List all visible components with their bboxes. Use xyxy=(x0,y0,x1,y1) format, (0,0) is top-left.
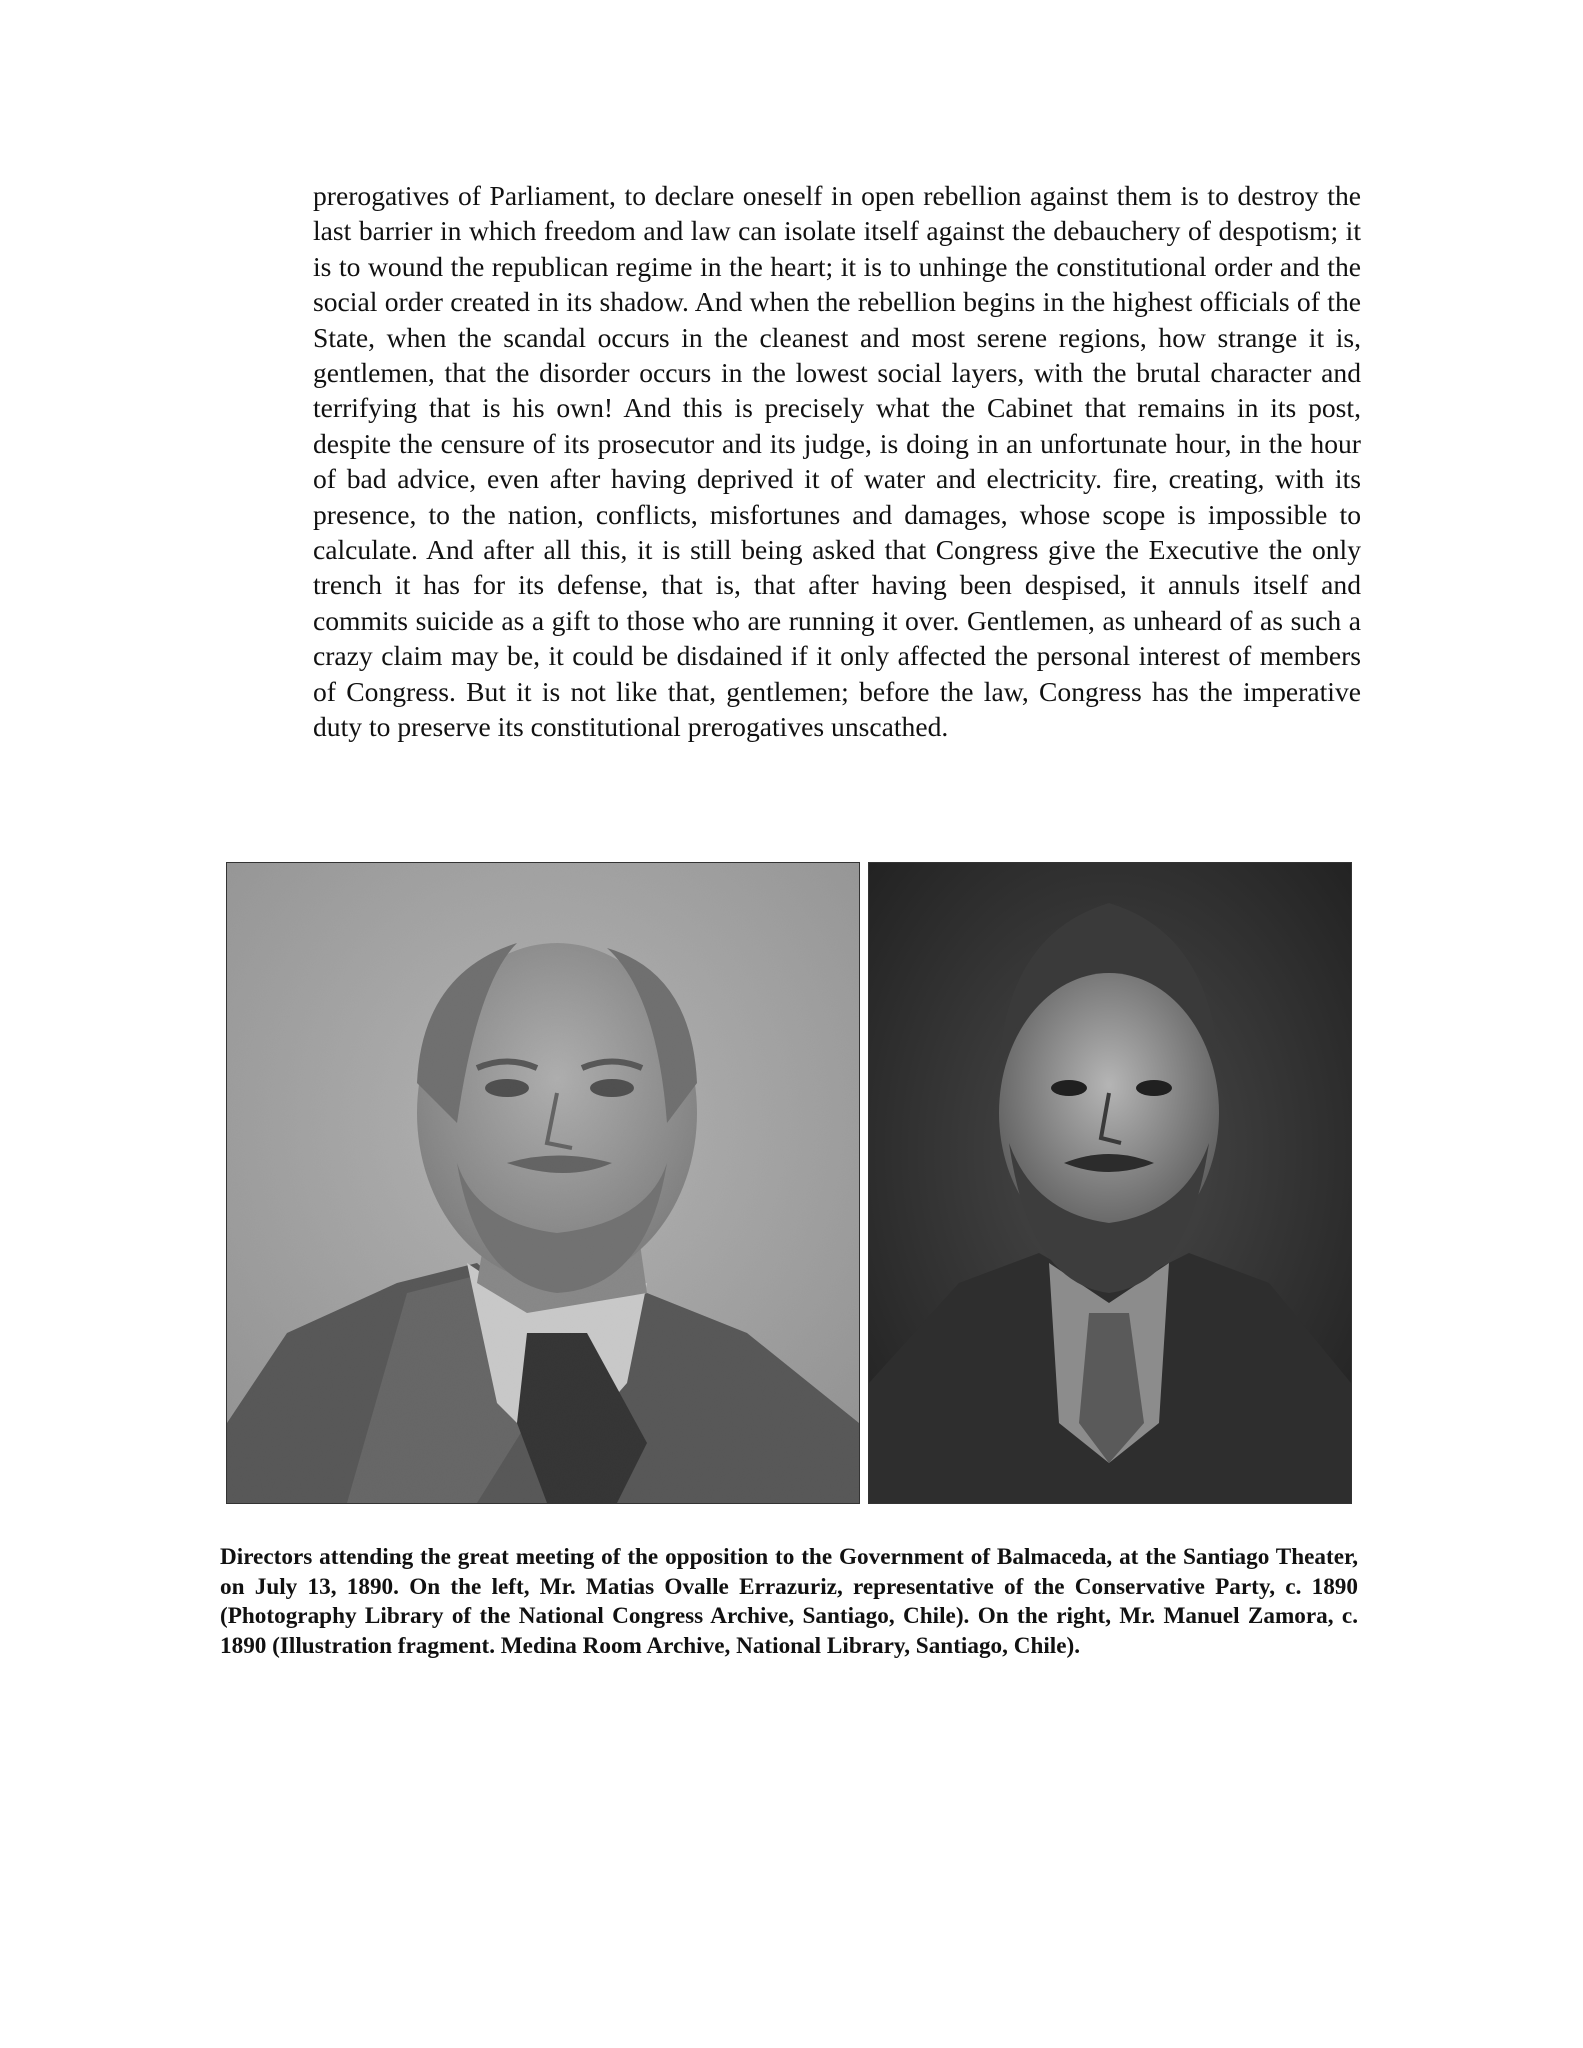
body-paragraph: prerogatives of Parliament, to declare oneself in open rebellion against them is to destroy the last barrier in which freedom and law can isolate itself against the debauchery of despotism; it is to wound the republican regime in the heart; it is to unhinge the constitutional order and the social order created in its shadow. And when the rebellion begins in the highest officials of the State, when the scandal occurs in the cleanest and most serene regions, how strange it is, gentlemen, that the disorder occurs in the lowest social layers, with the brutal character and terrifying that is his own! And this is precisely what the Cabinet that remains in its post, despite the censure of its prosecutor and its judge, is doing in an unfortunate hour, in the hour of bad advice, even after having deprived it of water and electricity. fire, creating, with its presence, to the nation, conflicts, misfortunes and damages, whose scope is impossible to calculate. And after all this, it is still being asked that Congress give the Executive the only trench it has for its defense, that is, that after having been despised, it annuls itself and commits suicide as a gift to those who are running it over. Gentlemen, as unheard of as such a crazy claim may be, it could be disdained if it only affected the personal interest of members of Congress. But it is not like that, gentlemen; before the law, Congress has the imperative duty to preserve its constitutional prerogatives unscathed. xyxy=(313,180,1361,743)
portrait-photo-icon xyxy=(227,863,859,1503)
portrait-illustration-icon xyxy=(869,863,1351,1503)
portrait-left-photo xyxy=(226,862,860,1504)
portrait-right-illustration xyxy=(868,862,1352,1504)
figure-caption: Directors attending the great meeting of the opposition to the Government of Balmaceda, at the Santiago Theater, on July 13, 1890. On the left, Mr. Matias Ovalle Errazuriz, representative of the Conservative Party, c. 1890 (Photography Library of the National Congress Archive, Santiago, Chile). On the right, Mr. Manuel Zamora, c. 1890 (Illustration fragment. Medina Room Archive, National Library, Santiago, Chile). xyxy=(220,1544,1358,1659)
